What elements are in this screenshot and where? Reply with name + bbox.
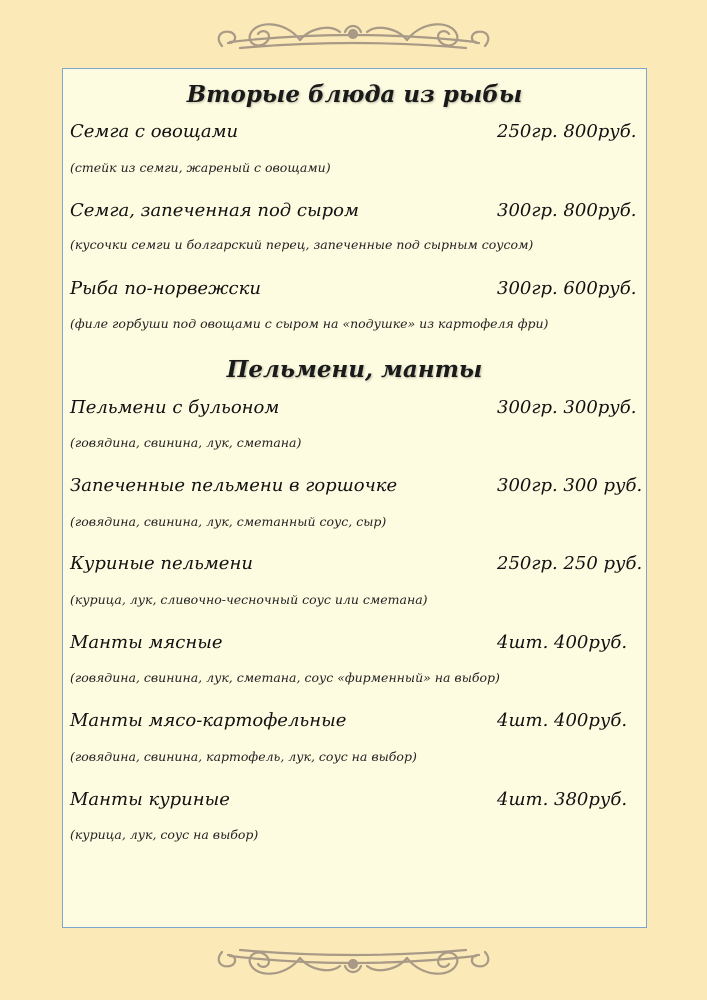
menu-item-description: (говядина, свинина, лук, сметанный соус, сыр) bbox=[70, 514, 387, 529]
menu-item-name: Рыба по-норвежски bbox=[70, 278, 261, 299]
menu-item-description: (филе горбуши под овощами с сыром на «подушке» из картофеля фри) bbox=[70, 316, 549, 331]
menu-item-price: 250гр. 250 руб. bbox=[497, 553, 643, 574]
menu-item-description: (говядина, свинина, картофель, лук, соус на выбор) bbox=[70, 749, 417, 764]
bottom-flourish-ornament-icon bbox=[0, 936, 707, 986]
menu-item-price: 300гр. 800руб. bbox=[497, 200, 637, 221]
menu-item-price: 250гр. 800руб. bbox=[497, 121, 637, 142]
dumplings-section-title: Пельмени, манты bbox=[226, 356, 483, 383]
menu-item-price: 4шт. 400руб. bbox=[497, 632, 628, 653]
menu-item-description: (говядина, свинина, лук, сметана) bbox=[70, 435, 302, 450]
menu-item-name: Манты куриные bbox=[70, 789, 230, 810]
top-flourish-ornament-icon bbox=[0, 10, 707, 60]
fish-section-title: Вторые блюда из рыбы bbox=[186, 81, 523, 108]
menu-item-name: Семга, запеченная под сыром bbox=[70, 200, 359, 221]
menu-item-price: 4шт. 380руб. bbox=[497, 789, 628, 810]
menu-item-price: 300гр. 300 руб. bbox=[497, 475, 643, 496]
menu-item-description: (стейк из семги, жареный с овощами) bbox=[70, 160, 331, 175]
menu-item-name: Пельмени с бульоном bbox=[70, 397, 280, 418]
menu-item-name: Манты мясные bbox=[70, 632, 223, 653]
menu-item-price: 300гр. 600руб. bbox=[497, 278, 637, 299]
menu-item-name: Семга с овощами bbox=[70, 121, 239, 142]
menu-item-name: Манты мясо-картофельные bbox=[70, 710, 347, 731]
menu-item-price: 4шт. 400руб. bbox=[497, 710, 628, 731]
menu-item-name: Запеченные пельмени в горшочке bbox=[70, 475, 398, 496]
menu-item-description: (кусочки семги и болгарский перец, запеченные под сырным соусом) bbox=[70, 237, 534, 252]
menu-card bbox=[62, 68, 647, 928]
menu-item-price: 300гр. 300руб. bbox=[497, 397, 637, 418]
menu-item-description: (говядина, свинина, лук, сметана, соус «фирменный» на выбор) bbox=[70, 670, 500, 685]
menu-item-description: (курица, лук, сливочно-чесночный соус или сметана) bbox=[70, 592, 428, 607]
menu-item-description: (курица, лук, соус на выбор) bbox=[70, 827, 259, 842]
menu-item-name: Куриные пельмени bbox=[70, 553, 253, 574]
